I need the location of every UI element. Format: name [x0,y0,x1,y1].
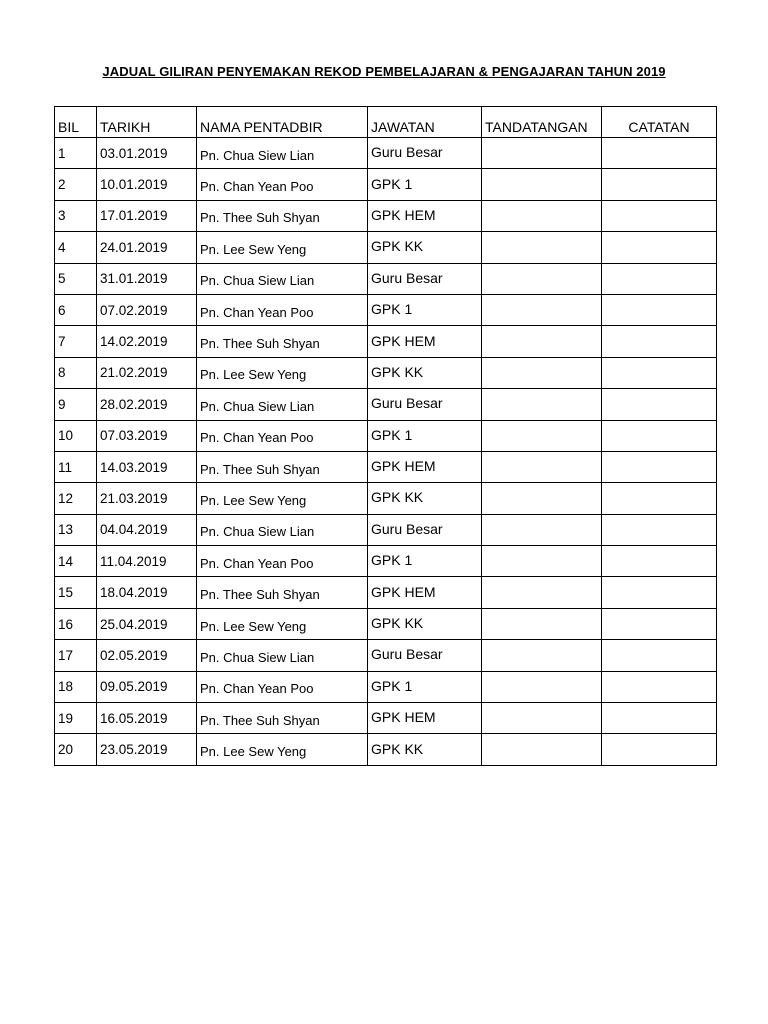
nama-pentadbir-cell [197,640,368,671]
jawatan-cell [368,357,482,388]
nama-pentadbir-cell-text: Pn. Lee Sew Yeng [200,367,307,383]
jawatan-cell-text: GPK KK [371,363,424,380]
tarikh-cell: 23.05.2019 [97,734,197,765]
header-jawatan: JAWATAN [368,107,482,138]
nama-pentadbir-cell [197,671,368,702]
table-row [55,640,717,671]
nama-pentadbir-cell [197,608,368,639]
catatan-cell [602,671,717,702]
tarikh-cell: 21.03.2019 [97,483,197,514]
nama-pentadbir-cell [197,451,368,482]
document-title: JADUAL GILIRAN PENYEMAKAN REKOD PEMBELAJARAN & PENGAJARAN TAHUN 2019 [102,64,666,79]
tarikh-cell: 18.04.2019 [97,577,197,608]
table-row [55,703,717,734]
catatan-cell [602,232,717,263]
catatan-cell [602,451,717,482]
catatan-cell [602,169,717,200]
bil-cell: 13 [55,514,97,545]
catatan-cell [602,326,717,357]
catatan-cell [602,703,717,734]
tarikh-cell: 07.03.2019 [97,420,197,451]
catatan-cell [602,294,717,325]
tandatangan-cell [482,451,602,482]
nama-pentadbir-cell-text: Pn. Chua Siew Lian [200,273,315,289]
tandatangan-cell [482,232,602,263]
catatan-cell [602,420,717,451]
jawatan-cell [368,671,482,702]
jawatan-cell [368,608,482,639]
catatan-cell [602,357,717,388]
nama-pentadbir-cell [197,169,368,200]
tandatangan-cell [482,546,602,577]
nama-pentadbir-cell [197,326,368,357]
jawatan-cell-text: GPK HEM [371,458,436,475]
bil-cell: 9 [55,389,97,420]
jawatan-cell-text: Guru Besar [371,395,443,412]
catatan-cell [602,734,717,765]
table-row [55,671,717,702]
bil-cell: 18 [55,671,97,702]
jawatan-cell [368,451,482,482]
bil-cell: 4 [55,232,97,263]
catatan-cell [602,640,717,671]
jawatan-cell-text: GPK KK [371,740,424,757]
table-row [55,483,717,514]
jawatan-cell [368,200,482,231]
tandatangan-cell [482,263,602,294]
header-bil: BIL [55,107,97,138]
tandatangan-cell [482,514,602,545]
jawatan-cell-text: GPK KK [371,615,424,632]
tandatangan-cell [482,671,602,702]
nama-pentadbir-cell [197,703,368,734]
nama-pentadbir-cell-text: Pn. Chan Yean Poo [200,555,314,571]
tarikh-cell: 07.02.2019 [97,294,197,325]
tandatangan-cell [482,389,602,420]
schedule-table [54,106,717,766]
nama-pentadbir-cell-text: Pn. Chua Siew Lian [200,398,315,414]
jawatan-cell [368,577,482,608]
jawatan-cell-text: Guru Besar [371,269,443,286]
nama-pentadbir-cell-text: Pn. Thee Suh Shyan [200,712,320,728]
bil-cell: 19 [55,703,97,734]
bil-cell: 10 [55,420,97,451]
jawatan-cell [368,263,482,294]
catatan-cell [602,577,717,608]
nama-pentadbir-cell [197,734,368,765]
tarikh-cell: 14.02.2019 [97,326,197,357]
header-nama-pentadbir: NAMA PENTADBIR [197,107,368,138]
nama-pentadbir-cell [197,232,368,263]
jawatan-cell [368,514,482,545]
tandatangan-cell [482,640,602,671]
jawatan-cell-text: GPK HEM [371,332,436,349]
catatan-cell [602,608,717,639]
jawatan-cell [368,703,482,734]
bil-cell: 1 [55,138,97,169]
nama-pentadbir-cell-text: Pn. Chan Yean Poo [200,681,314,697]
header-tarikh: TARIKH [97,107,197,138]
catatan-cell [602,389,717,420]
nama-pentadbir-cell-text: Pn. Lee Sew Yeng [200,492,307,508]
tarikh-cell: 02.05.2019 [97,640,197,671]
bil-cell: 16 [55,608,97,639]
bil-cell: 5 [55,263,97,294]
tarikh-cell: 03.01.2019 [97,138,197,169]
bil-cell: 8 [55,357,97,388]
jawatan-cell-text: Guru Besar [371,646,443,663]
jawatan-cell-text: GPK HEM [371,709,436,726]
tarikh-cell: 04.04.2019 [97,514,197,545]
jawatan-cell-text: Guru Besar [371,520,443,537]
jawatan-cell [368,640,482,671]
nama-pentadbir-cell [197,483,368,514]
tarikh-cell: 14.03.2019 [97,451,197,482]
nama-pentadbir-cell [197,546,368,577]
nama-pentadbir-cell [197,294,368,325]
jawatan-cell-text: GPK KK [371,489,424,506]
table-header-row [55,107,717,138]
table-row [55,389,717,420]
bil-cell: 7 [55,326,97,357]
tandatangan-cell [482,608,602,639]
jawatan-cell [368,389,482,420]
tarikh-cell: 10.01.2019 [97,169,197,200]
nama-pentadbir-cell [197,200,368,231]
header-tandatangan: TANDATANGAN [482,107,602,138]
tandatangan-cell [482,357,602,388]
bil-cell: 11 [55,451,97,482]
jawatan-cell [368,734,482,765]
nama-pentadbir-cell-text: Pn. Thee Suh Shyan [200,336,320,352]
nama-pentadbir-cell-text: Pn. Lee Sew Yeng [200,744,307,760]
catatan-cell [602,263,717,294]
nama-pentadbir-cell [197,577,368,608]
nama-pentadbir-cell-text: Pn. Lee Sew Yeng [200,618,307,634]
table-row [55,263,717,294]
table-row [55,420,717,451]
nama-pentadbir-cell [197,389,368,420]
nama-pentadbir-cell [197,263,368,294]
table-row [55,200,717,231]
tarikh-cell: 28.02.2019 [97,389,197,420]
nama-pentadbir-cell [197,138,368,169]
tarikh-cell: 24.01.2019 [97,232,197,263]
nama-pentadbir-cell-text: Pn. Thee Suh Shyan [200,587,320,603]
tarikh-cell: 21.02.2019 [97,357,197,388]
jawatan-cell [368,420,482,451]
table-row [55,577,717,608]
nama-pentadbir-cell [197,514,368,545]
jawatan-cell-text: GPK 1 [371,677,413,694]
table-row [55,608,717,639]
jawatan-cell-text: GPK 1 [371,426,413,443]
tandatangan-cell [482,734,602,765]
table-row [55,514,717,545]
table-row [55,294,717,325]
jawatan-cell-text: GPK HEM [371,206,436,223]
bil-cell: 12 [55,483,97,514]
jawatan-cell-text: GPK KK [371,238,424,255]
jawatan-cell-text: GPK HEM [371,583,436,600]
jawatan-cell [368,326,482,357]
nama-pentadbir-cell-text: Pn. Thee Suh Shyan [200,461,320,477]
bil-cell: 14 [55,546,97,577]
tandatangan-cell [482,577,602,608]
jawatan-cell [368,483,482,514]
bil-cell: 17 [55,640,97,671]
nama-pentadbir-cell-text: Pn. Chan Yean Poo [200,430,314,446]
tarikh-cell: 25.04.2019 [97,608,197,639]
jawatan-cell-text: GPK 1 [371,552,413,569]
catatan-cell [602,546,717,577]
catatan-cell [602,514,717,545]
jawatan-cell-text: GPK 1 [371,175,413,192]
table-row [55,546,717,577]
tandatangan-cell [482,200,602,231]
catatan-cell [602,483,717,514]
tandatangan-cell [482,703,602,734]
jawatan-cell [368,232,482,263]
tandatangan-cell [482,326,602,357]
tarikh-cell: 11.04.2019 [97,546,197,577]
table-row [55,169,717,200]
nama-pentadbir-cell-text: Pn. Chua Siew Lian [200,524,315,540]
tandatangan-cell [482,294,602,325]
tandatangan-cell [482,420,602,451]
jawatan-cell-text: Guru Besar [371,144,443,161]
jawatan-cell [368,294,482,325]
nama-pentadbir-cell [197,357,368,388]
tarikh-cell: 09.05.2019 [97,671,197,702]
catatan-cell [602,200,717,231]
catatan-cell [602,138,717,169]
bil-cell: 3 [55,200,97,231]
table-row [55,357,717,388]
nama-pentadbir-cell [197,420,368,451]
table-row [55,326,717,357]
tandatangan-cell [482,483,602,514]
jawatan-cell [368,169,482,200]
nama-pentadbir-cell-text: Pn. Thee Suh Shyan [200,210,320,226]
bil-cell: 20 [55,734,97,765]
nama-pentadbir-cell-text: Pn. Chua Siew Lian [200,649,315,665]
table-row [55,138,717,169]
tandatangan-cell [482,169,602,200]
tarikh-cell: 17.01.2019 [97,200,197,231]
nama-pentadbir-cell-text: Pn. Chan Yean Poo [200,179,314,195]
bil-cell: 6 [55,294,97,325]
table-row [55,734,717,765]
jawatan-cell [368,546,482,577]
nama-pentadbir-cell-text: Pn. Chan Yean Poo [200,304,314,320]
tarikh-cell: 16.05.2019 [97,703,197,734]
tandatangan-cell [482,138,602,169]
table-row [55,232,717,263]
jawatan-cell [368,138,482,169]
bil-cell: 2 [55,169,97,200]
tarikh-cell: 31.01.2019 [97,263,197,294]
header-catatan: CATATAN [602,107,717,138]
nama-pentadbir-cell-text: Pn. Lee Sew Yeng [200,241,307,257]
bil-cell: 15 [55,577,97,608]
jawatan-cell-text: GPK 1 [371,301,413,318]
nama-pentadbir-cell-text: Pn. Chua Siew Lian [200,147,315,163]
table-row [55,451,717,482]
schedule-body [55,138,717,766]
